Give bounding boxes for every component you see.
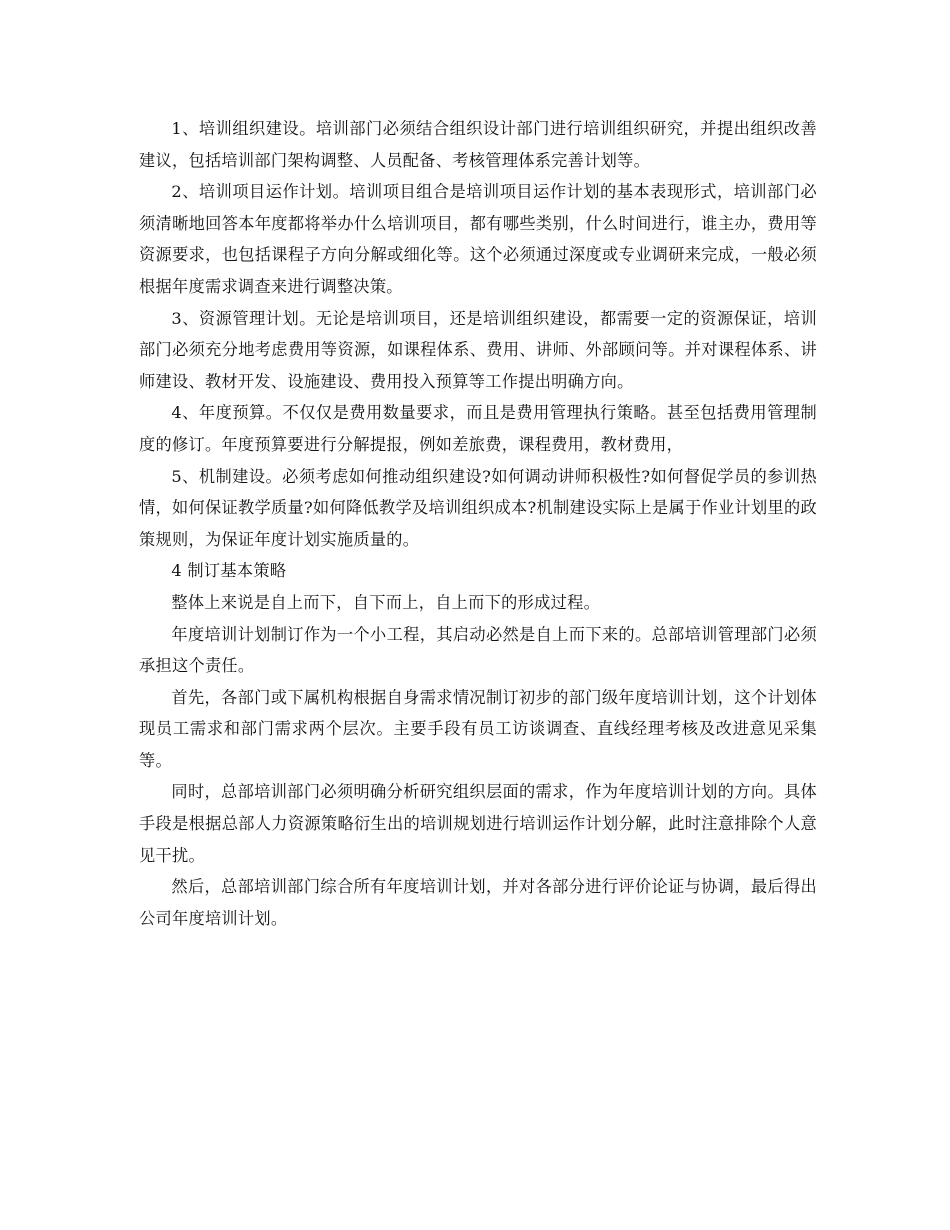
paragraph-annual-budget: 4、年度预算。不仅仅是费用数量要求，而且是费用管理执行策略。甚至包括费用管理制度的修订。年度预算要进行分解提报，例如差旅费，课程费用，教材费用， — [139, 403, 817, 454]
paragraph-resource-management-plan: 3、资源管理计划。无论是培训项目，还是培训组织建设，都需要一定的资源保证，培训部门必须充分地考虑费用等资源，如课程体系、费用、讲师、外部顾问等。并对课程体系、讲师建设、教材开发、设施建设、费用投入预算等工作提出明确方向。 — [139, 308, 817, 391]
paragraph-overall-process: 整体上来说是自上而下，自下而上，自上而下的形成过程。 — [171, 592, 601, 612]
paragraph-first-step: 首先，各部门或下属机构根据自身需求情况制订初步的部门级年度培训计划，这个计划体现员工需求和部门需求两个层次。主要手段有员工访谈调查、直线经理考核及改进意见采集等。 — [139, 687, 817, 770]
section-heading-basic-strategy: 4 制订基本策略 — [171, 561, 287, 581]
document-body — [139, 113, 817, 934]
paragraph-project-operation-plan: 2、培训项目运作计划。培训项目组合是培训项目运作计划的基本表现形式，培训部门必须清晰地回答本年度都将举办什么培训项目，都有哪些类别，什么时间进行，谁主办，费用等资源要求，也包括课程子方向分解或细化等。这个必须通过深度或专业调研来完成，一般必须根据年度需求调查来进行调整决策。 — [139, 182, 817, 296]
paragraph-meanwhile: 同时，总部培训部门必须明确分析研究组织层面的需求，作为年度培训计划的方向。具体手段是根据总部人力资源策略衍生出的培训规划进行培训运作计划分解，此时注意排除个人意见干扰。 — [139, 782, 817, 865]
paragraph-mechanism-building: 5、机制建设。必须考虑如何推动组织建设?如何调动讲师积极性?如何督促学员的参训热情，如何保证教学质量?如何降低教学及培训组织成本?机制建设实际上是属于作业计划里的政策规则，为保证年度计划实施质量的。 — [139, 466, 817, 549]
paragraph-finally: 然后，总部培训部门综合所有年度培训计划，并对各部分进行评价论证与协调，最后得出公司年度培训计划。 — [139, 877, 817, 928]
paragraph-training-organization: 1、培训组织建设。培训部门必须结合组织设计部门进行培训组织研究，并提出组织改善建议，包括培训部门架构调整、人员配备、考核管理体系完善计划等。 — [139, 119, 817, 170]
paragraph-startup: 年度培训计划制订作为一个小工程，其启动必然是自上而下来的。总部培训管理部门必须承担这个责任。 — [139, 624, 817, 676]
